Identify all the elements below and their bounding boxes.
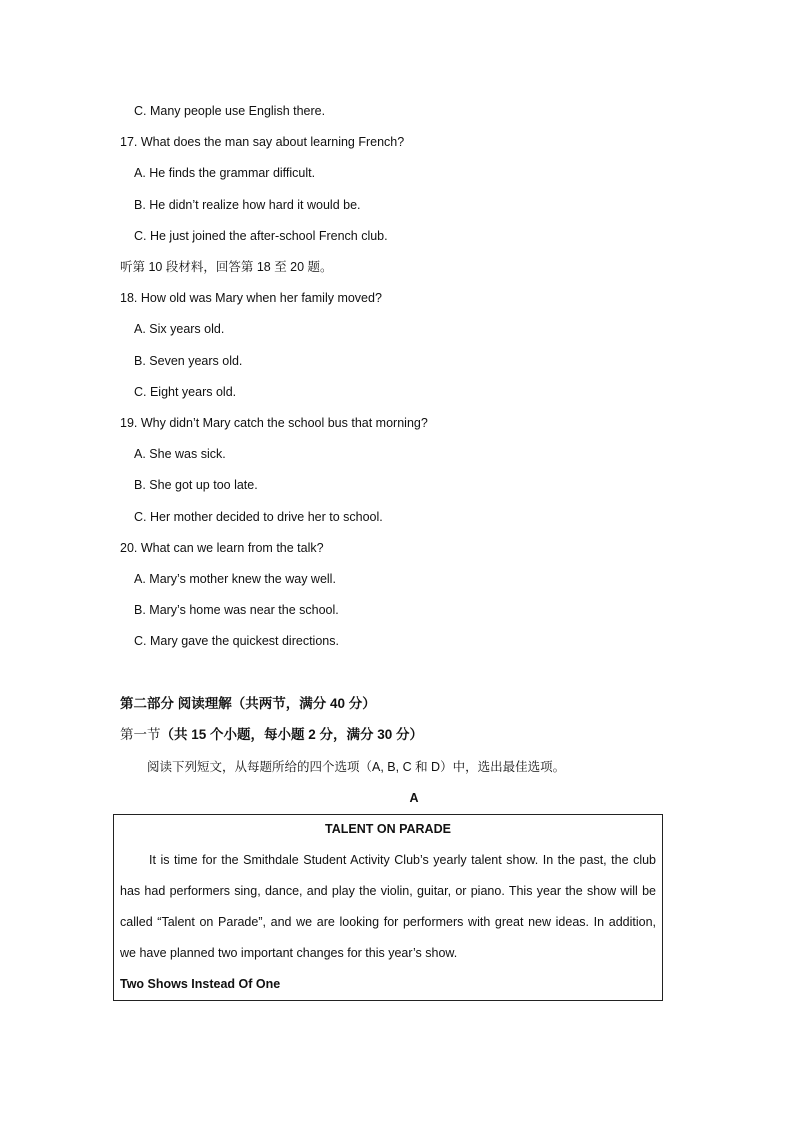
q20-option-b: B. Mary’s home was near the school.: [134, 603, 339, 617]
material-10-instruction: 听第 10 段材料，回答第 18 至 20 题。: [120, 260, 333, 274]
q17-stem: 17. What does the man say about learning French?: [120, 135, 405, 149]
q20-option-a: A. Mary’s mother knew the way well.: [134, 572, 336, 586]
q18-option-a: A. Six years old.: [134, 322, 225, 336]
passage-box: [113, 814, 663, 1001]
q18-option-b: B. Seven years old.: [134, 354, 243, 368]
q17-option-c: C. He just joined the after-school French club.: [134, 229, 388, 243]
part2-title: 第二部分 阅读理解（共两节，满分 40 分）: [120, 696, 376, 711]
q16-option-c: C. Many people use English there.: [134, 104, 326, 118]
q19-option-a: A. She was sick.: [134, 447, 226, 461]
q19-stem: 19. Why didn’t Mary catch the school bus that morning?: [120, 416, 428, 430]
q19-option-b: B. She got up too late.: [134, 478, 258, 492]
passage-label: A: [409, 791, 419, 805]
q17-option-a: A. He finds the grammar difficult.: [134, 166, 316, 180]
q18-stem: 18. How old was Mary when her family moved?: [120, 291, 382, 305]
passage-subheading: Two Shows Instead Of One: [120, 977, 281, 991]
q20-option-c: C. Mary gave the quickest directions.: [134, 634, 339, 648]
section1-title-text: 第一节（共 15 个小题，每小题 2 分，满分 30 分）: [120, 727, 424, 742]
q20-stem: 20. What can we learn from the talk?: [120, 541, 324, 555]
passage-title: TALENT ON PARADE: [325, 822, 451, 836]
reading-instruction: 阅读下列短文，从每题所给的四个选项（A, B, C 和 D）中，选出最佳选项。: [147, 760, 566, 774]
passage-body: It is time for the Smithdale Student Activity Club’s yearly talent show. In the past, the club has had performers sing, dance, and play the violin, guitar, or piano. This year the show will be called “Talent on Parade”, and we are looking for performers with great new ideas. In addition, we have planned two important changes for this year’s show.: [120, 853, 656, 960]
q19-option-c: C. Her mother decided to drive her to school.: [134, 510, 383, 524]
q18-option-c: C. Eight years old.: [134, 385, 237, 399]
q17-option-b: B. He didn’t realize how hard it would be.: [134, 198, 361, 212]
section1-title: [120, 727, 423, 743]
